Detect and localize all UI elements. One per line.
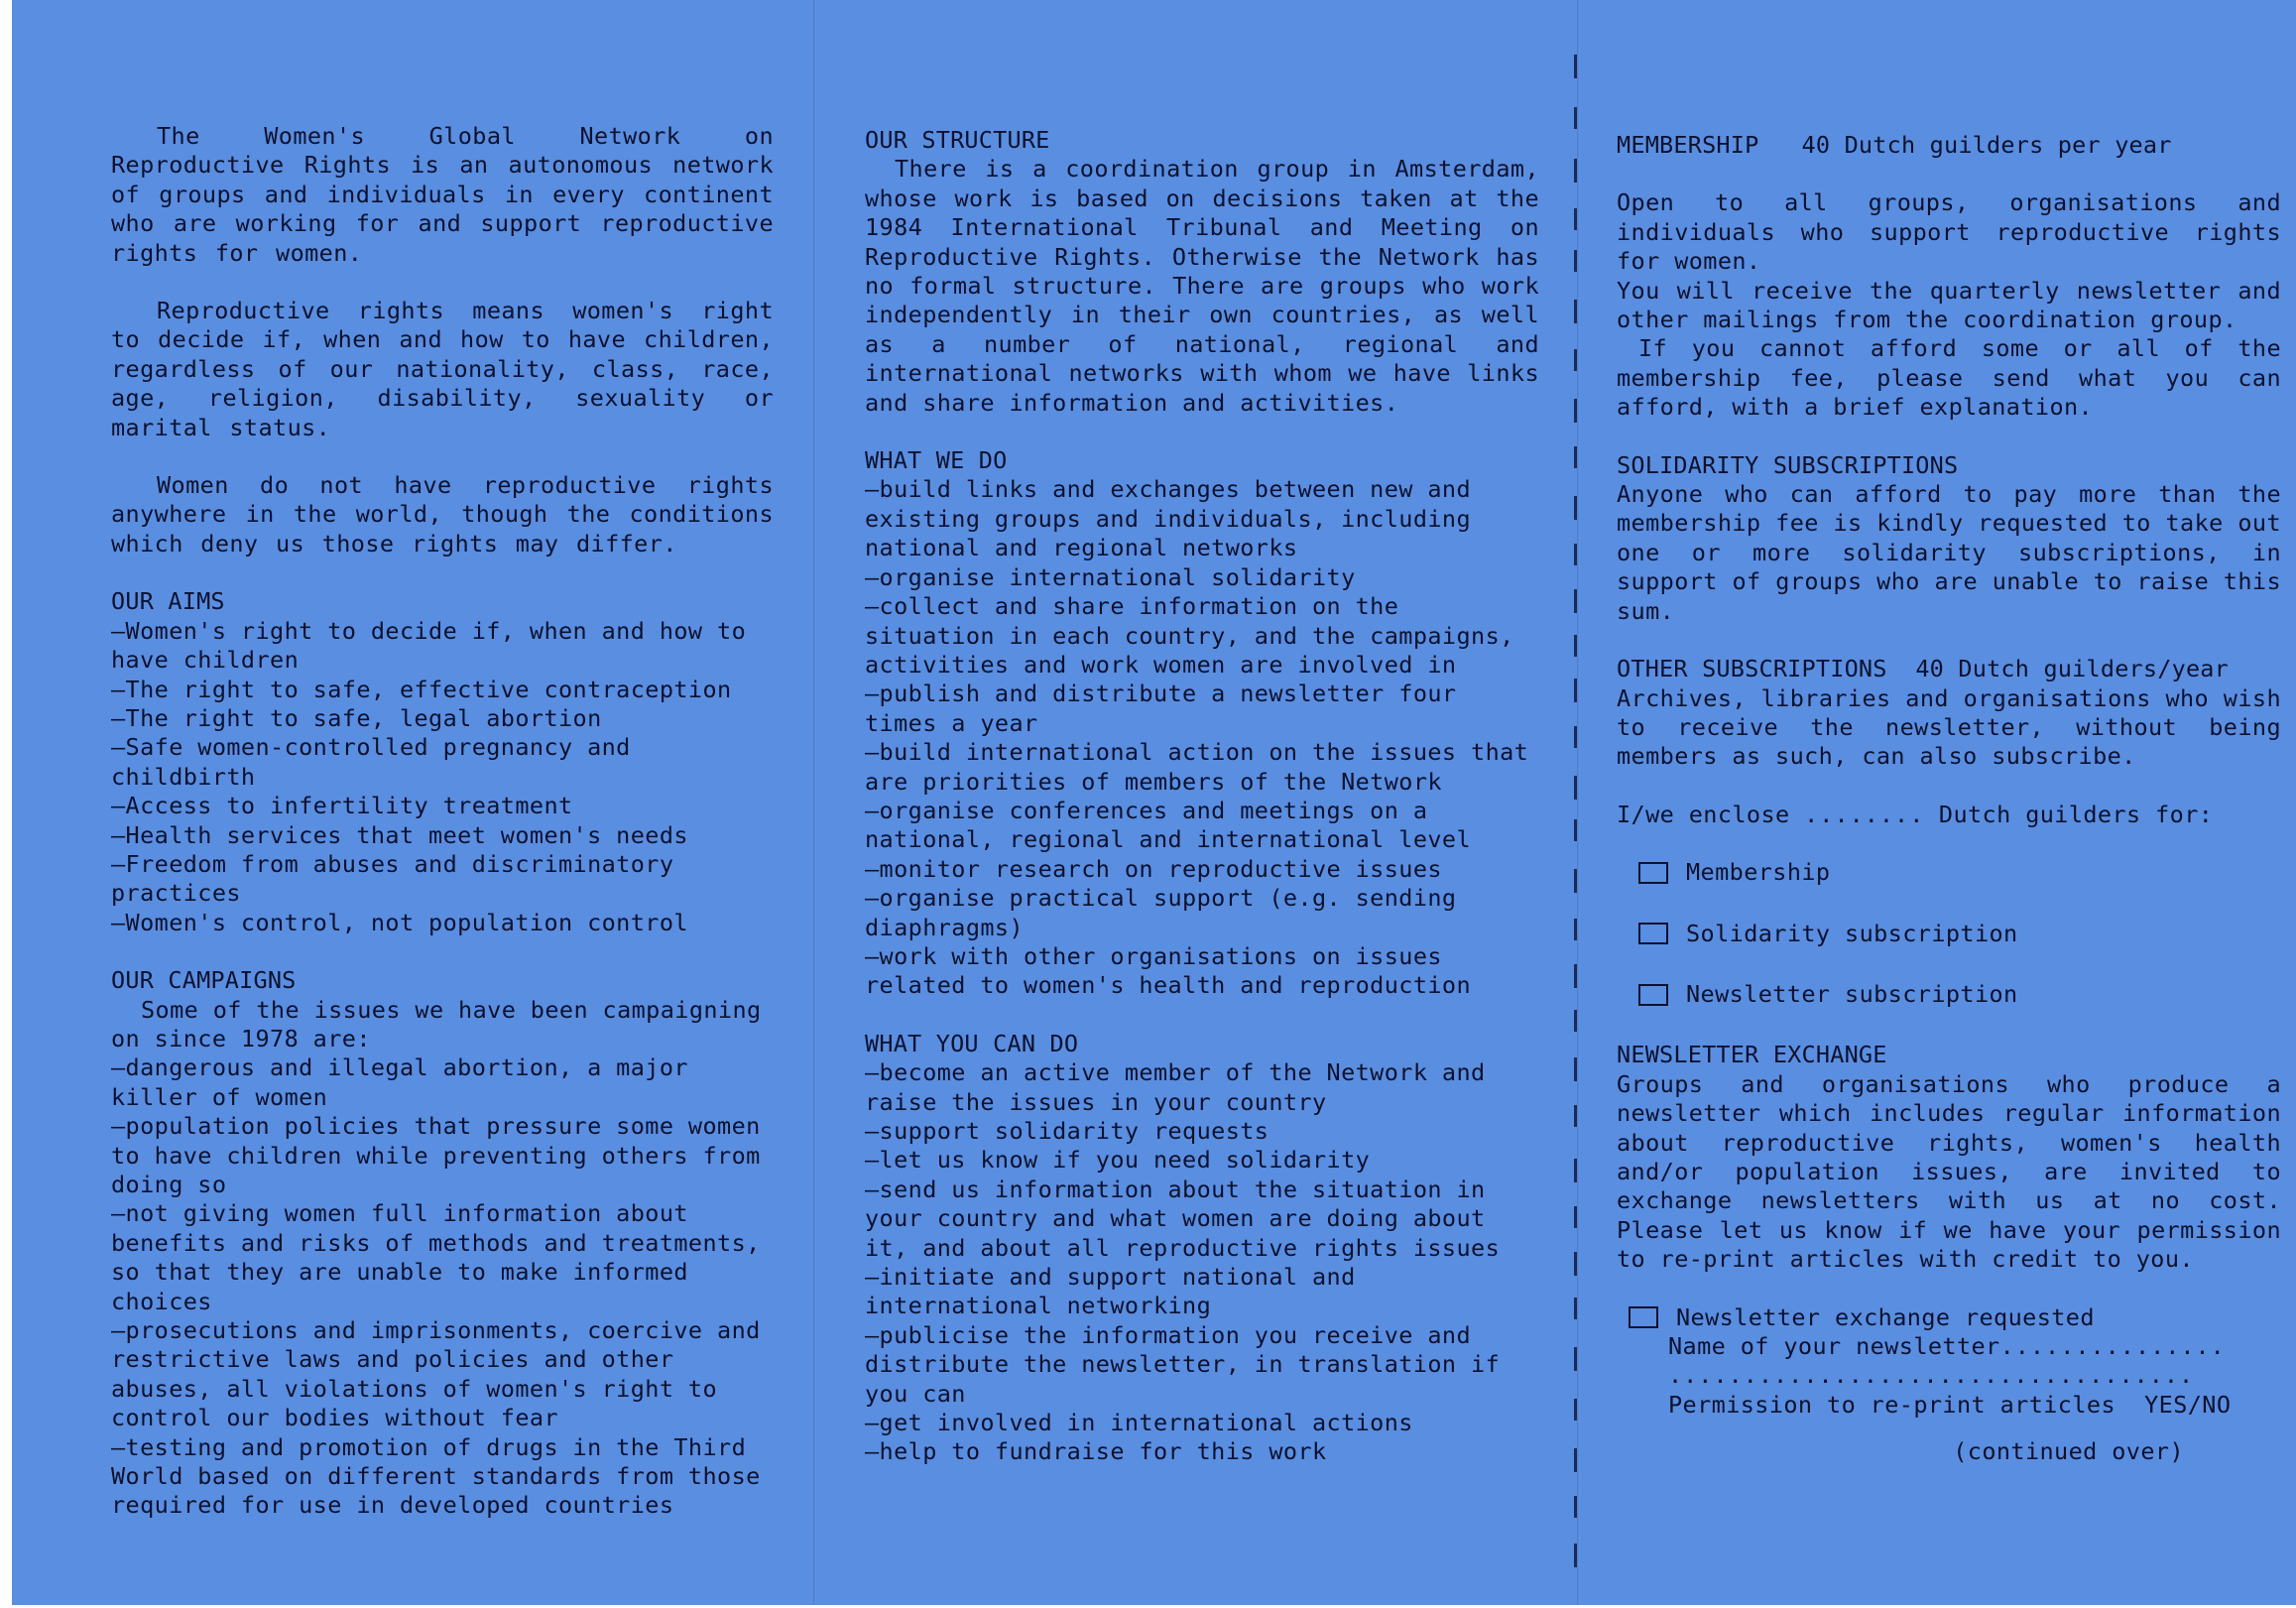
what-you-can-do-section: [865, 1030, 1539, 1467]
other-subscriptions-section: [1617, 655, 2281, 772]
membership-fee: 40 Dutch guilders per year: [1801, 131, 2172, 159]
structure-section: [865, 126, 1539, 418]
fold-line-left: [813, 0, 816, 1605]
newsletter-name-field[interactable]: ...............: [1999, 1332, 2226, 1360]
enclose-amount-field[interactable]: ........: [1804, 800, 1925, 828]
aim-item: —Women's control, not population control: [111, 908, 688, 936]
membership-section: [1617, 131, 2281, 423]
membership-afford-text: If you cannot afford some or all of the membership fee, please send what you can afford, with a brief explanation.: [1617, 334, 2281, 422]
what-you-can-do-heading: WHAT YOU CAN DO: [865, 1029, 1079, 1057]
newsletter-option-label: Newsletter subscription: [1686, 979, 2018, 1008]
intro-paragraph: The Women's Global Network on Reproductive Rights is an autonomous network of groups and individuals in every continent who are working for and support reproductive rights for women.: [111, 122, 791, 267]
newsletter-exchange-section: [1617, 1041, 2281, 1274]
solidarity-option[interactable]: [1638, 920, 2281, 948]
panel-right: [1617, 131, 2281, 1467]
aim-item: —Health services that meet women's needs: [111, 820, 688, 849]
what-we-do-item: —organise conferences and meetings on a national, regional and international level: [865, 796, 1472, 854]
solidarity-option-label: Solidarity subscription: [1686, 919, 2018, 947]
what-you-can-do-item: —send us information about the situation in your country and what women are doing about it, and about all reproductive rights issues: [865, 1175, 1501, 1262]
other-subscriptions-heading: [1617, 655, 2281, 683]
enclose-suffix: Dutch guilders for:: [1938, 800, 2214, 828]
continued-note: (continued over): [1953, 1437, 2184, 1466]
solidarity-heading: SOLIDARITY SUBSCRIPTIONS: [1617, 450, 1959, 479]
structure-heading: OUR STRUCTURE: [865, 126, 1050, 154]
panel-left: [111, 122, 791, 1549]
membership-heading-label: MEMBERSHIP: [1617, 131, 1759, 159]
newsletter-name-field-continued[interactable]: ...................................: [1668, 1361, 2195, 1390]
campaign-item: —prosecutions and imprisonments, coercive and restrictive laws and policies and other abuses, all violations of women's right to control our bodies without fear: [111, 1316, 761, 1432]
what-we-do-section: [865, 446, 1539, 1001]
exchange-request-option[interactable]: [1629, 1303, 2281, 1332]
solidarity-section: [1617, 451, 2281, 626]
membership-heading: [1617, 131, 2281, 160]
panel-middle: [865, 126, 1539, 1496]
campaigns-heading: OUR CAMPAIGNS: [111, 966, 297, 995]
leaflet-sheet: [12, 0, 2296, 1605]
membership-receive-text: You will receive the quarterly newsletter and other mailings from the coordination group.: [1617, 276, 2281, 334]
what-you-can-do-item: —initiate and support national and international networking: [865, 1263, 1356, 1320]
what-you-can-do-item: —let us know if you need solidarity: [865, 1146, 1371, 1175]
definition-paragraph: Reproductive rights means women's right to decide if, when and how to have children, regardless of our nationality, class, race, age, religion, disability, sexuality or marital status.: [111, 297, 791, 441]
what-we-do-item: —monitor research on reproductive issues: [865, 854, 1442, 883]
newsletter-name-label: Name of your newsletter: [1668, 1332, 2000, 1360]
enclose-line: [1617, 801, 2281, 829]
solidarity-text: Anyone who can afford to pay more than the membership fee is kindly requested to take out one or more solidarity subscriptions, in support of groups who are unable to raise this sum.: [1617, 480, 2281, 625]
aim-item: —Freedom from abuses and discriminatory practices: [111, 849, 674, 908]
what-you-can-do-item: —help to fundraise for this work: [865, 1437, 1327, 1466]
what-we-do-item: —work with other organisations on issues related to women's health and reproduction: [865, 941, 1472, 1000]
conditions-paragraph: Women do not have reproductive rights anywhere in the world, though the conditions which deny us those rights may differ.: [111, 471, 791, 557]
what-we-do-item: —organise international solidarity: [865, 562, 1356, 591]
solidarity-checkbox[interactable]: [1638, 923, 1668, 944]
enclose-prefix: I/we enclose: [1617, 800, 1790, 828]
newsletter-option[interactable]: [1638, 980, 2281, 1009]
aim-item: —The right to safe, legal abortion: [111, 703, 602, 732]
what-you-can-do-item: —publicise the information you receive and distribute the newsletter, in translation if you can: [865, 1320, 1501, 1408]
membership-option[interactable]: [1638, 858, 2281, 887]
other-subscriptions-label: OTHER SUBSCRIPTIONS: [1617, 655, 1887, 683]
aim-item: —Women's right to decide if, when and how to have children: [111, 616, 747, 675]
other-subscriptions-text: Archives, libraries and organisations who wish to receive the newsletter, without being members as such, can also subscribe.: [1617, 683, 2281, 771]
what-you-can-do-item: —get involved in international actions: [865, 1409, 1413, 1437]
membership-open-text: Open to all groups, organisations and individuals who support reproductive rights for women.: [1617, 188, 2281, 276]
campaigns-section: [111, 966, 774, 1521]
aims-heading: OUR AIMS: [111, 587, 225, 616]
newsletter-name-line: [1668, 1332, 2281, 1361]
campaign-item: —not giving women full information about benefits and risks of methods and treatments, so that they are unable to make informed choices: [111, 1199, 761, 1315]
fold-line-right: [1577, 0, 1580, 1605]
campaign-item: —dangerous and illegal abortion, a major killer of women: [111, 1053, 688, 1111]
what-we-do-item: —organise practical support (e.g. sending diaphragms): [865, 884, 1457, 941]
exchange-request-label: Newsletter exchange requested: [1676, 1302, 2095, 1331]
permission-label: Permission to re-print articles: [1668, 1390, 2115, 1419]
aim-item: —Access to infertility treatment: [111, 792, 573, 820]
what-we-do-item: —build links and exchanges between new and existing groups and individuals, including national and regional networks: [865, 475, 1472, 562]
newsletter-exchange-heading: NEWSLETTER EXCHANGE: [1617, 1041, 1887, 1069]
what-we-do-heading: WHAT WE DO: [865, 446, 1008, 475]
campaigns-intro: Some of the issues we have been campaigning on since 1978 are:: [111, 995, 762, 1052]
membership-option-label: Membership: [1686, 858, 1831, 887]
campaign-item: —population policies that pressure some women to have children while preventing others from doing so: [111, 1112, 761, 1198]
permission-value[interactable]: YES/NO: [2144, 1390, 2232, 1419]
aims-section: [111, 587, 774, 937]
aim-item: —Safe women-controlled pregnancy and childbirth: [111, 733, 631, 791]
aim-item: —The right to safe, effective contraception: [111, 675, 732, 703]
newsletter-checkbox[interactable]: [1638, 984, 1668, 1006]
structure-text: There is a coordination group in Amsterdam, whose work is based on decisions taken at the 1984 International Tribunal and Meeting on Reproductive Rights. Otherwise the Network has no formal structure. There are groups who work independently in their own countries, as well as a number of national, regional and international networks with whom we have links and share information and activities.: [865, 155, 1539, 417]
what-you-can-do-item: —support solidarity requests: [865, 1117, 1269, 1145]
membership-checkbox[interactable]: [1638, 862, 1668, 884]
newsletter-exchange-text: Groups and organisations who produce a newsletter which includes regular information about reproductive rights, women's health and/or population issues, are invited to exchange newsletters with us at no cost. Please let us know if we have your permission to re-print articles with credit to you.: [1617, 1069, 2281, 1274]
campaign-item: —testing and promotion of drugs in the Third World based on different standards from those required for use in developed countries: [111, 1432, 761, 1520]
exchange-request-checkbox[interactable]: [1629, 1306, 1658, 1328]
what-you-can-do-item: —become an active member of the Network and raise the issues in your country: [865, 1058, 1486, 1116]
other-subscriptions-fee: 40 Dutch guilders/year: [1915, 655, 2229, 683]
permission-line: [1668, 1391, 2281, 1420]
what-we-do-item: —publish and distribute a newsletter four times a year: [865, 680, 1457, 737]
what-we-do-item: —build international action on the issues that are priorities of members of the Network: [865, 738, 1529, 796]
what-we-do-item: —collect and share information on the situation in each country, and the campaigns, activities and work women are involved in: [865, 592, 1514, 679]
